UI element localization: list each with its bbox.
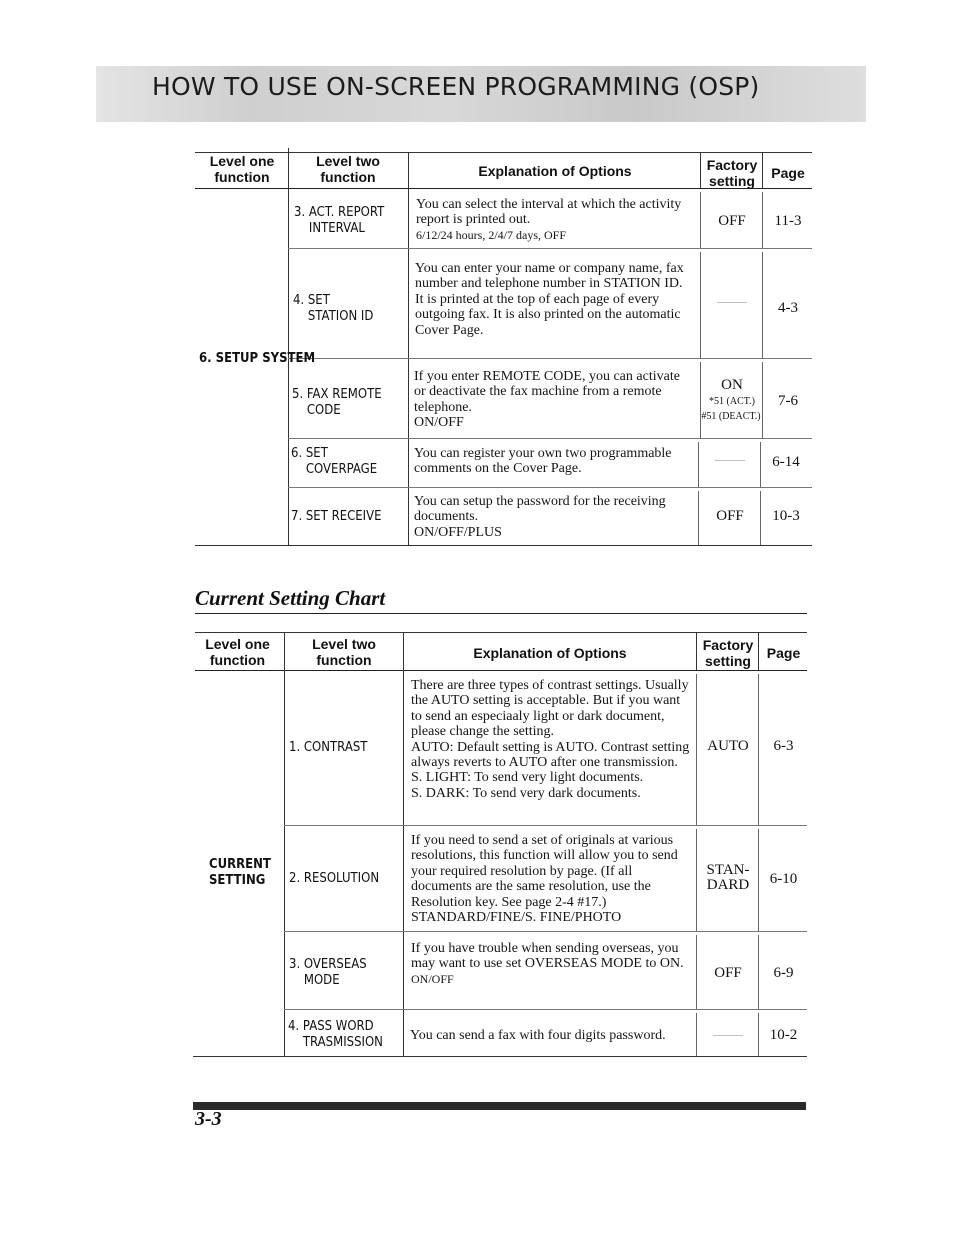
explanation-text: You can select the interval at which the activity report is printed out.: [416, 197, 682, 228]
col-level-two-header: Level two function: [316, 153, 380, 185]
factory-setting-deact: #51 (DEACT.): [701, 411, 761, 422]
page-ref: 4-3: [778, 300, 798, 316]
level-two-label: 7. SET RECEIVE: [291, 509, 382, 524]
col-page-header: Page: [771, 165, 805, 181]
page-title: HOW TO USE ON-SCREEN PROGRAMMING (OSP): [152, 72, 760, 101]
level-two-label: 2. RESOLUTION: [289, 871, 380, 886]
col-level-one-header: Level one function: [205, 636, 270, 668]
level-two-label: 3. ACT. REPORT INTERVAL: [294, 205, 385, 236]
factory-setting-act: *51 (ACT.): [709, 396, 755, 407]
col-level-one-header: Level one function: [209, 153, 275, 185]
explanation-text: If you have trouble when sending overseas, you may want to use set OVERSEAS MODE to ON.: [411, 941, 684, 972]
section-title: Current Setting Chart: [195, 586, 386, 610]
col-explanation-header: Explanation of Options: [473, 645, 627, 661]
explanation-text: If you need to send a set of originals at various resolutions, this function will allow you to send your required resolution by page. (If all documents are the same resolution, use the Resolution key. See page 2-4 #17.) STANDARD/FINE/S. FINE/PHOTO: [411, 833, 678, 926]
footer-rule: [193, 1102, 806, 1110]
factory-setting: OFF: [716, 508, 744, 524]
col-page-header: Page: [766, 645, 801, 661]
col-level-two-header: Level two function: [312, 636, 376, 668]
explanation-text: You can enter your name or company name, fax number and telephone number in STATION ID. It is printed at the top of each page of every outgoing fax. It is also printed on the automatic Cover Page.: [415, 261, 684, 338]
factory-setting: STAN- DARD: [706, 862, 750, 893]
page-ref: 11-3: [774, 213, 802, 229]
factory-setting: ———: [717, 297, 747, 308]
col-factory-header: Factory setting: [702, 637, 754, 669]
page-ref: 6-3: [773, 738, 794, 754]
level-two-label: 3. OVERSEAS MODE: [289, 957, 367, 988]
page-ref: 6-10: [769, 871, 798, 887]
page-ref: 10-2: [769, 1027, 798, 1043]
page-ref: 6-14: [772, 454, 800, 470]
factory-setting: ON: [721, 377, 743, 393]
page-ref: 7-6: [778, 393, 798, 409]
factory-setting: AUTO: [707, 738, 749, 754]
explanation-text: If you enter REMOTE CODE, you can activate or deactivate the fax machine from a remote telephone. ON/OFF: [414, 369, 680, 431]
level-two-label: 1. CONTRAST: [289, 740, 368, 755]
explanation-text: You can setup the password for the receiving documents. ON/OFF/PLUS: [414, 494, 666, 540]
group-label-current-setting: CURRENT SETTING: [209, 857, 271, 888]
explanation-options: ON/OFF: [411, 971, 454, 986]
factory-setting: OFF: [718, 213, 746, 229]
explanation-options: 6/12/24 hours, 2/4/7 days, OFF: [416, 227, 567, 242]
page-number: 3-3: [195, 1108, 222, 1130]
page-ref: 10-3: [772, 508, 800, 524]
level-two-label: 4. SET STATION ID: [293, 293, 374, 324]
explanation-text: You can send a fax with four digits password.: [410, 1028, 666, 1043]
level-two-label: 5. FAX REMOTE CODE: [292, 387, 382, 418]
page-ref: 6-9: [773, 965, 794, 981]
col-explanation-header: Explanation of Options: [478, 163, 632, 179]
level-two-label: 4. PASS WORD TRASMISSION: [288, 1019, 383, 1050]
col-factory-header: Factory setting: [706, 157, 758, 189]
factory-setting: ———: [715, 455, 745, 466]
group-label-setup-system: 6. SETUP SYSTEM: [199, 351, 316, 366]
explanation-text: There are three types of contrast settings. Usually the AUTO setting is acceptable. But if you want to send an especiaaly light or dark document, please change the setting. AUTO: Default setting is AUTO. Contrast setting always reverts to AUTO after one transmission. S. LIGHT: To send very light documents. S. DARK: To send very dark documents.: [411, 678, 690, 801]
level-two-label: 6. SET COVERPAGE: [291, 446, 378, 477]
factory-setting: OFF: [714, 965, 742, 981]
explanation-text: You can register your own two programmable comments on the Cover Page.: [414, 446, 672, 477]
factory-setting: ———: [713, 1030, 743, 1041]
